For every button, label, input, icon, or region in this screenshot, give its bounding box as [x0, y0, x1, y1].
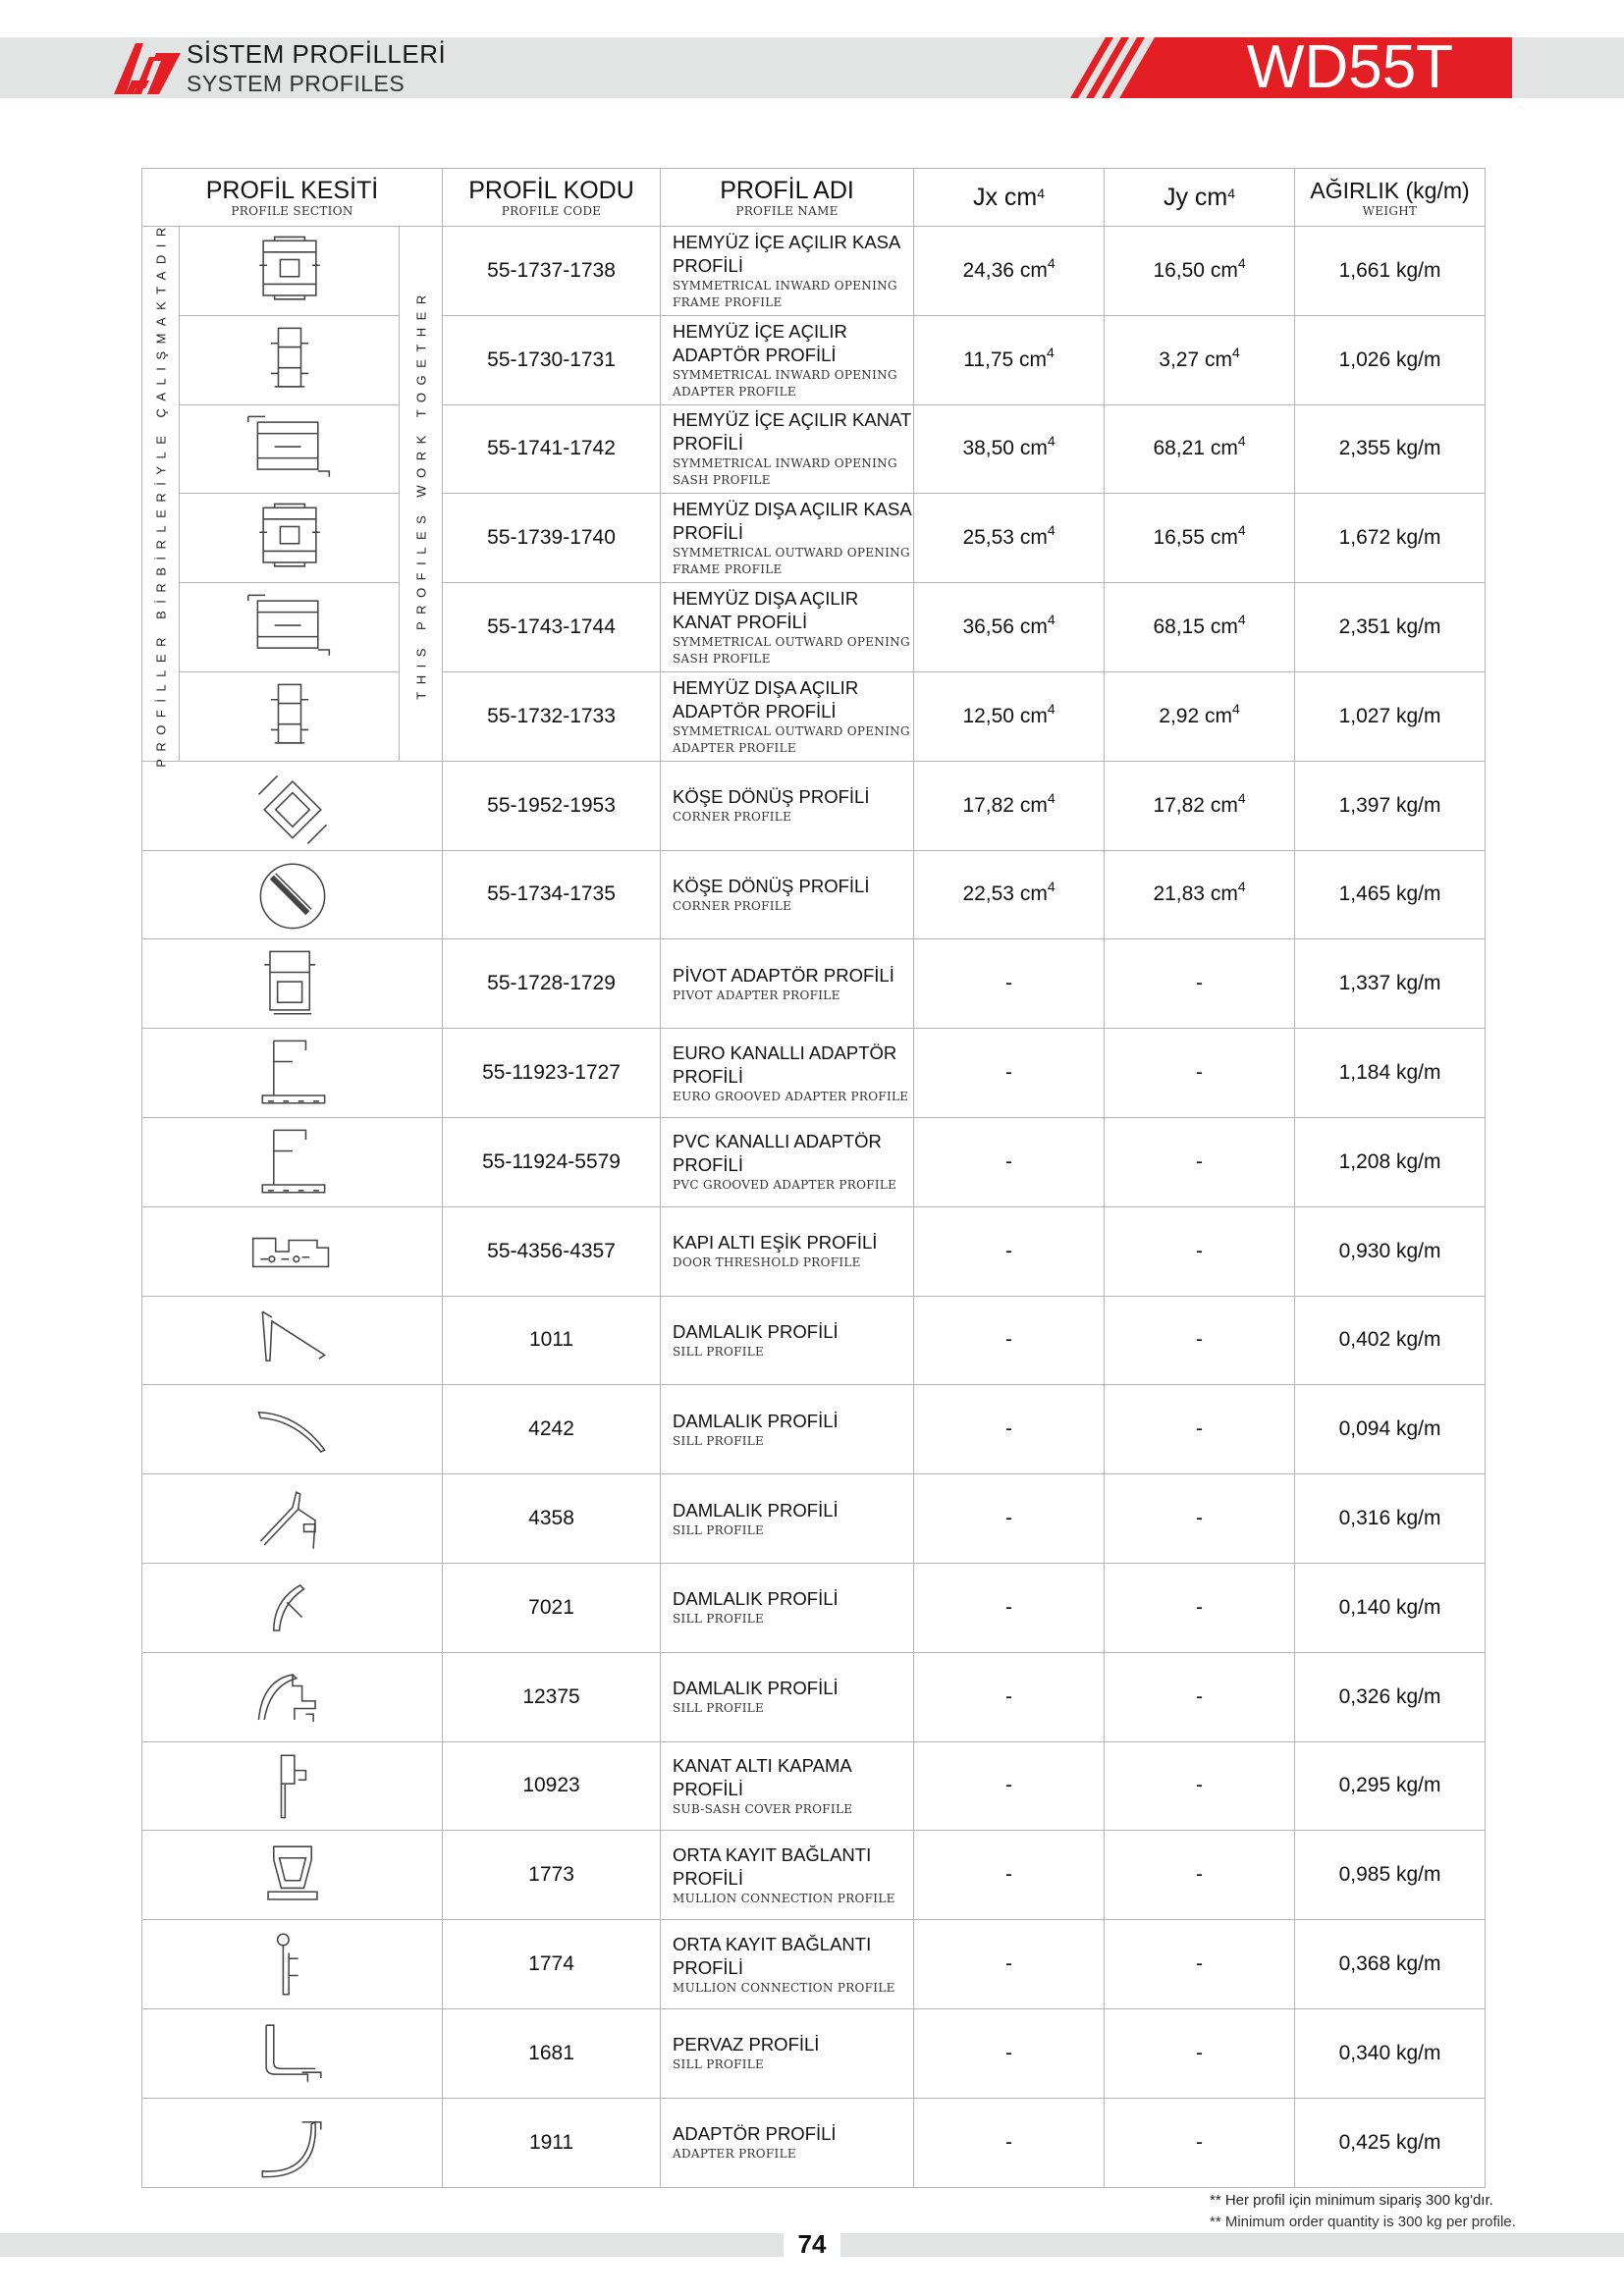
- col-name: PROFİL ADI PROFILE NAME: [661, 169, 914, 227]
- jy-value: 3,27 $cm^4$: [1105, 315, 1295, 404]
- profile-section: [142, 2008, 443, 2098]
- table-row: [142, 939, 1486, 1029]
- weight-value: 1,672 kg/m: [1295, 494, 1486, 583]
- jx-value: 36,56 $cm^4$: [914, 583, 1105, 672]
- profile-section: [180, 583, 400, 672]
- profile-section: [180, 315, 400, 404]
- table-row: [142, 761, 1486, 850]
- profile-section: [142, 1652, 443, 1741]
- profile-name: ORTA KAYIT BAĞLANTI PROFİLİ MULLION CONNECTION PROFILE: [661, 1831, 914, 1920]
- frame-profile-icon: [243, 231, 337, 311]
- profile-code: 4242: [443, 1385, 661, 1474]
- jy-value: -: [1105, 1474, 1295, 1564]
- curved-adapter-icon: [245, 2103, 340, 2183]
- profile-code: 10923: [443, 1741, 661, 1831]
- mullion-connection-icon: [245, 1835, 340, 1915]
- table-row: [142, 1920, 1486, 2009]
- weight-value: 0,140 kg/m: [1295, 1563, 1486, 1652]
- profile-section: [142, 1206, 443, 1296]
- page-number: 74: [784, 2225, 840, 2263]
- weight-value: 1,465 kg/m: [1295, 850, 1486, 939]
- profile-code: 55-11924-5579: [443, 1117, 661, 1206]
- adapter-profile-icon: [243, 676, 337, 757]
- brand-logo: [110, 41, 183, 96]
- col-jy: Jy $cm^4$: [1105, 169, 1295, 227]
- jx-value: -: [914, 1474, 1105, 1564]
- weight-value: 0,930 kg/m: [1295, 1206, 1486, 1296]
- profile-name: KÖŞE DÖNÜŞ PROFİLİ CORNER PROFILE: [661, 761, 914, 850]
- jx-value: -: [914, 2008, 1105, 2098]
- table-header: [142, 169, 1486, 227]
- profile-code: 12375: [443, 1652, 661, 1741]
- profile-section: [142, 2098, 443, 2187]
- col-jx: Jx $cm^4$: [914, 169, 1105, 227]
- table-row: [142, 1831, 1486, 1920]
- col-weight: AĞIRLIK (kg/m) WEIGHT: [1295, 169, 1486, 227]
- profile-section: [142, 939, 443, 1029]
- profile-code: 1911: [443, 2098, 661, 2187]
- profile-name: ORTA KAYIT BAĞLANTI PROFİLİ MULLION CONNECTION PROFILE: [661, 1920, 914, 2009]
- profile-section: [142, 1920, 443, 2009]
- profile-name: KANAT ALTI KAPAMA PROFİLİ SUB-SASH COVER PROFILE: [661, 1741, 914, 1831]
- profile-code: 55-1732-1733: [443, 671, 661, 761]
- grooved-adapter-icon: [245, 1033, 340, 1113]
- weight-value: 1,208 kg/m: [1295, 1117, 1486, 1206]
- profile-name: HEMYÜZ DIŞA AÇILIR ADAPTÖR PROFİLİ SYMMETRICAL OUTWARD OPENING ADAPTER PROFILE: [661, 671, 914, 761]
- profile-section: [142, 1385, 443, 1474]
- jx-value: 38,50 $cm^4$: [914, 404, 1105, 494]
- profile-name: KAPI ALTI EŞİK PROFİLİ DOOR THRESHOLD PROFILE: [661, 1206, 914, 1296]
- profile-name: KÖŞE DÖNÜŞ PROFİLİ CORNER PROFILE: [661, 850, 914, 939]
- profile-name: DAMLALIK PROFİLİ SILL PROFILE: [661, 1652, 914, 1741]
- table-row: [142, 671, 1486, 761]
- profile-name: HEMYÜZ İÇE AÇILIR KASA PROFİLİ SYMMETRICAL INWARD OPENING FRAME PROFILE: [661, 227, 914, 316]
- profile-name: ADAPTÖR PROFİLİ ADAPTER PROFILE: [661, 2098, 914, 2187]
- jx-value: -: [914, 1385, 1105, 1474]
- sash-profile-icon: [243, 408, 337, 489]
- profile-code: 55-1728-1729: [443, 939, 661, 1029]
- corner-profile-icon: [245, 766, 340, 846]
- weight-value: 0,368 kg/m: [1295, 1920, 1486, 2009]
- table-row: [142, 404, 1486, 494]
- weight-value: 0,316 kg/m: [1295, 1474, 1486, 1564]
- weight-value: 1,184 kg/m: [1295, 1029, 1486, 1118]
- profile-section: [142, 1474, 443, 1564]
- col-code: PROFİL KODU PROFILE CODE: [443, 169, 661, 227]
- profile-section: [142, 1117, 443, 1206]
- jx-value: 25,53 $cm^4$: [914, 494, 1105, 583]
- jy-value: -: [1105, 2008, 1295, 2098]
- profile-section: [142, 1741, 443, 1831]
- profile-code: 55-1952-1953: [443, 761, 661, 850]
- adapter-profile-icon: [243, 320, 337, 400]
- jy-value: -: [1105, 1385, 1295, 1474]
- profile-code: 55-1739-1740: [443, 494, 661, 583]
- jy-value: -: [1105, 1920, 1295, 2009]
- profile-section: [180, 671, 400, 761]
- sill-hook-icon: [245, 1657, 340, 1737]
- jy-value: -: [1105, 1206, 1295, 1296]
- jx-value: -: [914, 1029, 1105, 1118]
- profile-name: PİVOT ADAPTÖR PROFİLİ PIVOT ADAPTER PROFILE: [661, 939, 914, 1029]
- jy-value: 16,50 $cm^4$: [1105, 227, 1295, 316]
- jx-value: -: [914, 1741, 1105, 1831]
- weight-value: 1,661 kg/m: [1295, 227, 1486, 316]
- jx-value: -: [914, 1652, 1105, 1741]
- profile-code: 1774: [443, 1920, 661, 2009]
- brand-title: SİSTEM PROFİLLERİ: [187, 39, 447, 69]
- weight-value: 1,027 kg/m: [1295, 671, 1486, 761]
- table-row: [142, 1206, 1486, 1296]
- footer-note-en: ** Minimum order quantity is 300 kg per profile.: [1210, 2214, 1516, 2230]
- round-corner-profile-icon: [245, 854, 340, 934]
- table-row: [142, 1029, 1486, 1118]
- sash-profile-icon: [243, 587, 337, 667]
- profile-code: 55-11923-1727: [443, 1029, 661, 1118]
- jy-value: 68,15 $cm^4$: [1105, 583, 1295, 672]
- table-row: [142, 1474, 1486, 1564]
- profile-code: 55-1734-1735: [443, 850, 661, 939]
- jy-value: 68,21 $cm^4$: [1105, 404, 1295, 494]
- jx-value: -: [914, 1296, 1105, 1385]
- weight-value: 1,026 kg/m: [1295, 315, 1486, 404]
- profile-name: PVC KANALLI ADAPTÖR PROFİLİ PVC GROOVED ADAPTER PROFILE: [661, 1117, 914, 1206]
- table-row: [142, 494, 1486, 583]
- profile-code: 4358: [443, 1474, 661, 1564]
- profile-name: EURO KANALLI ADAPTÖR PROFİLİ EURO GROOVED ADAPTER PROFILE: [661, 1029, 914, 1118]
- col-section: PROFİL KESİTİ PROFILE SECTION: [142, 169, 443, 227]
- sill-profile-icon: [245, 1300, 340, 1380]
- cover-profile-icon: [245, 1745, 340, 1826]
- profile-section: [142, 1563, 443, 1652]
- jx-value: 22,53 $cm^4$: [914, 850, 1105, 939]
- table-row: [142, 1296, 1486, 1385]
- jy-value: -: [1105, 1029, 1295, 1118]
- side-note-tr: PROFİLLER BİRBİRLERİYLE ÇALIŞMAKTADIR: [142, 227, 180, 762]
- mullion-thin-icon: [245, 1924, 340, 2004]
- table-row: [142, 1563, 1486, 1652]
- architrave-profile-icon: [245, 2013, 340, 2094]
- weight-value: 0,985 kg/m: [1295, 1831, 1486, 1920]
- jy-value: -: [1105, 1831, 1295, 1920]
- profile-name: DAMLALIK PROFİLİ SILL PROFILE: [661, 1474, 914, 1564]
- jx-value: 24,36 $cm^4$: [914, 227, 1105, 316]
- profile-code: 1681: [443, 2008, 661, 2098]
- table-row: [142, 2098, 1486, 2187]
- weight-value: 1,337 kg/m: [1295, 939, 1486, 1029]
- grooved-adapter-icon: [245, 1122, 340, 1202]
- jx-value: -: [914, 939, 1105, 1029]
- weight-value: 0,425 kg/m: [1295, 2098, 1486, 2187]
- sill-small-icon: [245, 1568, 340, 1648]
- table-row: [142, 1385, 1486, 1474]
- jx-value: -: [914, 1920, 1105, 2009]
- jy-value: -: [1105, 1117, 1295, 1206]
- frame-profile-icon: [243, 498, 337, 578]
- jy-value: 2,92 $cm^4$: [1105, 671, 1295, 761]
- jy-value: -: [1105, 1563, 1295, 1652]
- profile-name: HEMYÜZ DIŞA AÇILIR KASA PROFİLİ SYMMETRICAL OUTWARD OPENING FRAME PROFILE: [661, 494, 914, 583]
- jx-value: 17,82 $cm^4$: [914, 761, 1105, 850]
- weight-value: 0,094 kg/m: [1295, 1385, 1486, 1474]
- weight-value: 2,351 kg/m: [1295, 583, 1486, 672]
- profile-code: 55-1737-1738: [443, 227, 661, 316]
- jy-value: 21,83 $cm^4$: [1105, 850, 1295, 939]
- table-row: [142, 227, 1486, 316]
- profile-name: HEMYÜZ DIŞA AÇILIR KANAT PROFİLİ SYMMETRICAL OUTWARD OPENING SASH PROFILE: [661, 583, 914, 672]
- profile-section: [180, 494, 400, 583]
- profile-section: [142, 850, 443, 939]
- jy-value: -: [1105, 939, 1295, 1029]
- jy-value: 16,55 $cm^4$: [1105, 494, 1295, 583]
- profile-section: [142, 1029, 443, 1118]
- jy-value: -: [1105, 1741, 1295, 1831]
- jx-value: -: [914, 1831, 1105, 1920]
- threshold-profile-icon: [245, 1211, 340, 1292]
- sill-curve-icon: [245, 1389, 340, 1469]
- table-row: [142, 583, 1486, 672]
- profile-code: 1773: [443, 1831, 661, 1920]
- table-row: [142, 1652, 1486, 1741]
- jx-value: 11,75 $cm^4$: [914, 315, 1105, 404]
- brand-subtitle: SYSTEM PROFILES: [187, 71, 406, 96]
- jx-value: -: [914, 1563, 1105, 1652]
- weight-value: 0,295 kg/m: [1295, 1741, 1486, 1831]
- jy-value: -: [1105, 1652, 1295, 1741]
- profile-name: HEMYÜZ İÇE AÇILIR KANAT PROFİLİ SYMMETRICAL INWARD OPENING SASH PROFILE: [661, 404, 914, 494]
- profile-section: [180, 227, 400, 316]
- profile-code: 1011: [443, 1296, 661, 1385]
- jx-value: -: [914, 1206, 1105, 1296]
- profile-code: 55-1741-1742: [443, 404, 661, 494]
- profile-section: [142, 1296, 443, 1385]
- jx-value: -: [914, 2098, 1105, 2187]
- table-row: [142, 2008, 1486, 2098]
- weight-value: 0,326 kg/m: [1295, 1652, 1486, 1741]
- profile-name: DAMLALIK PROFİLİ SILL PROFILE: [661, 1385, 914, 1474]
- weight-value: 0,340 kg/m: [1295, 2008, 1486, 2098]
- table-row: [142, 1117, 1486, 1206]
- side-note-en: THIS PROFILES WORK TOGETHER: [400, 227, 443, 762]
- profile-table: [141, 168, 1486, 2188]
- footer-note-tr: ** Her profil için minimum sipariş 300 kg'dır.: [1210, 2192, 1493, 2209]
- sill-angled-icon: [245, 1478, 340, 1559]
- profile-section: [180, 404, 400, 494]
- table-row: [142, 315, 1486, 404]
- profile-name: DAMLALIK PROFİLİ SILL PROFILE: [661, 1296, 914, 1385]
- profile-section: [142, 1831, 443, 1920]
- profile-name: DAMLALIK PROFİLİ SILL PROFILE: [661, 1563, 914, 1652]
- table-row: [142, 1741, 1486, 1831]
- model-name: WD55T: [1246, 33, 1454, 101]
- jx-value: -: [914, 1117, 1105, 1206]
- table-row: [142, 850, 1486, 939]
- profile-code: 7021: [443, 1563, 661, 1652]
- profile-code: 55-1743-1744: [443, 583, 661, 672]
- profile-name: PERVAZ PROFİLİ SILL PROFILE: [661, 2008, 914, 2098]
- profile-code: 55-1730-1731: [443, 315, 661, 404]
- profile-section: [142, 761, 443, 850]
- jx-value: 12,50 $cm^4$: [914, 671, 1105, 761]
- jy-value: -: [1105, 1296, 1295, 1385]
- weight-value: 1,397 kg/m: [1295, 761, 1486, 850]
- profile-code: 55-4356-4357: [443, 1206, 661, 1296]
- jy-value: -: [1105, 2098, 1295, 2187]
- jy-value: 17,82 $cm^4$: [1105, 761, 1295, 850]
- pivot-adapter-icon: [245, 943, 340, 1024]
- weight-value: 2,355 kg/m: [1295, 404, 1486, 494]
- weight-value: 0,402 kg/m: [1295, 1296, 1486, 1385]
- profile-name: HEMYÜZ İÇE AÇILIR ADAPTÖR PROFİLİ SYMMETRICAL INWARD OPENING ADAPTER PROFILE: [661, 315, 914, 404]
